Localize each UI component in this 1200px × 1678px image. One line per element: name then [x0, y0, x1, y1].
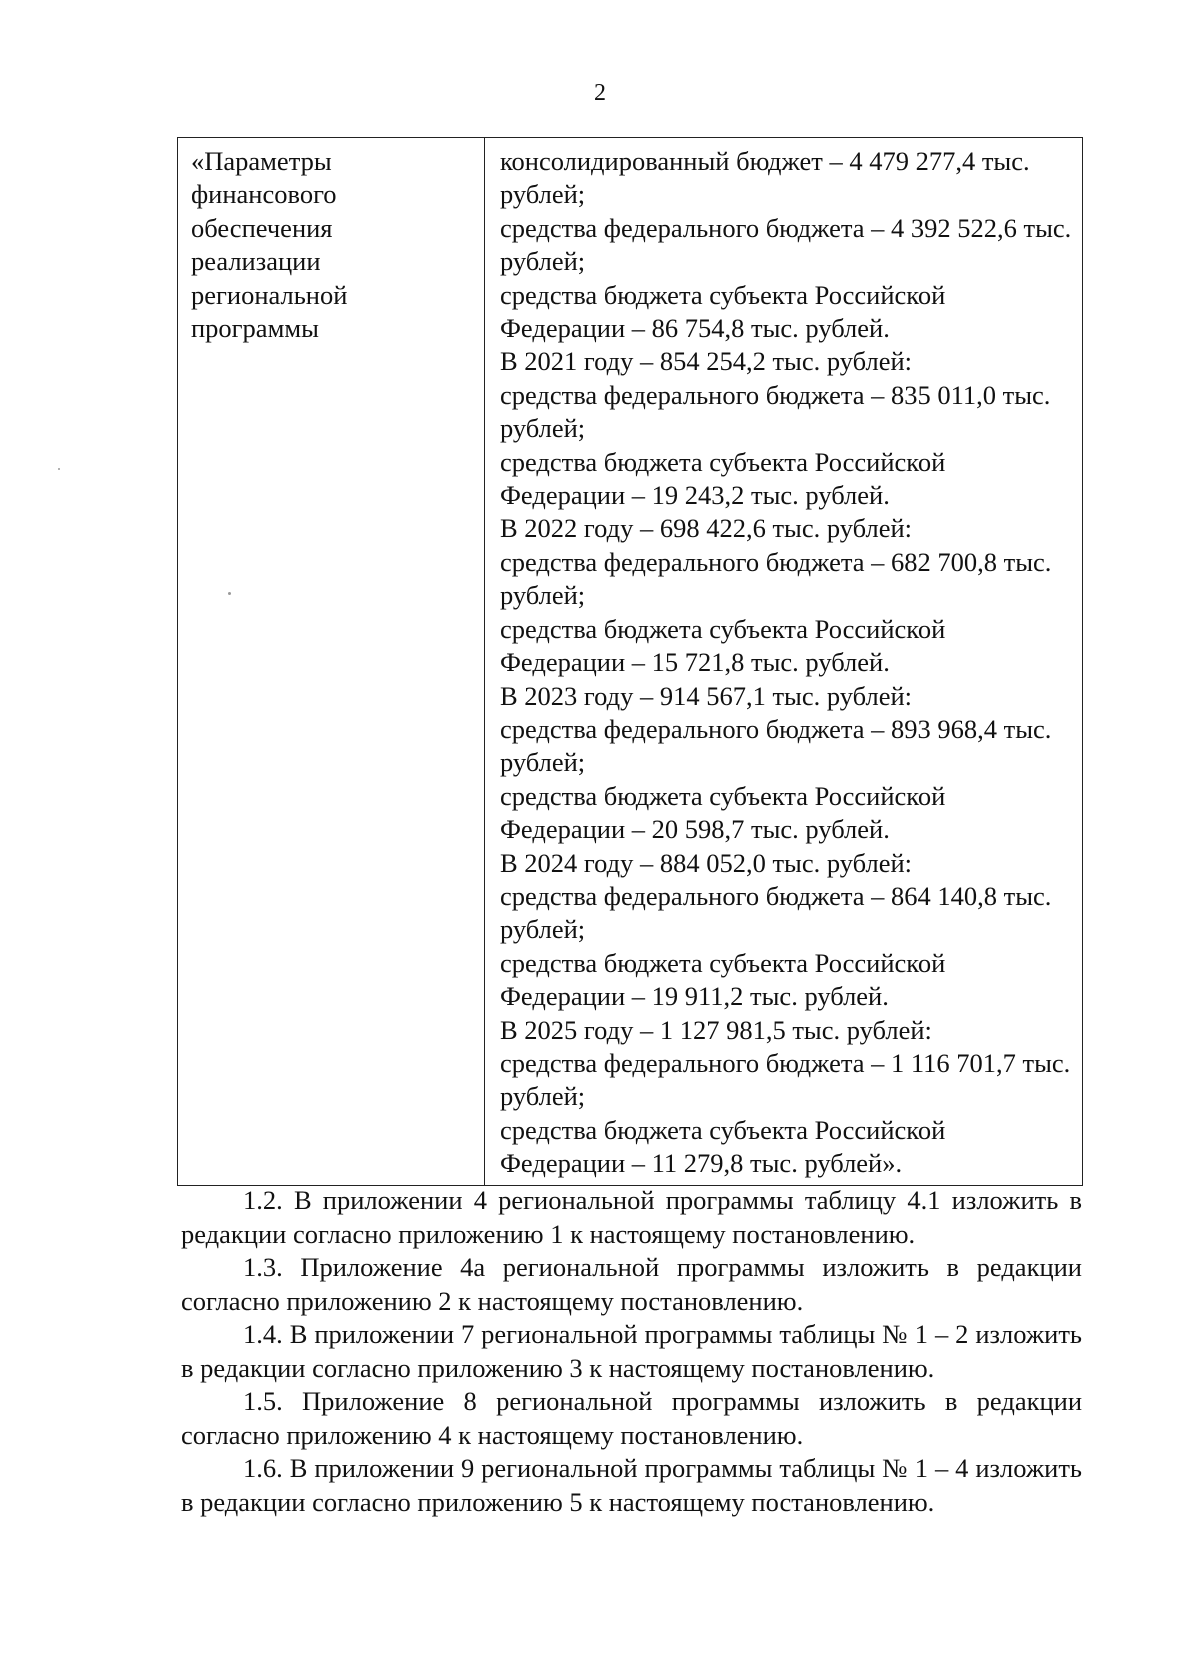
label-line: программы: [191, 313, 319, 344]
scan-speck: [58, 468, 60, 470]
value-line: средства федерального бюджета – 835 011,0 тыс.: [500, 379, 1051, 410]
scan-speck: [228, 592, 231, 595]
value-line: средства федерального бюджета – 682 700,8 тыс.: [500, 546, 1052, 577]
paragraph-1-2: 1.2. В приложении 4 региональной программы таблицу 4.1 изложить в редакции согласно приложению 1 к настоящему постановлению.: [181, 1185, 1082, 1249]
parameter-label-cell: [178, 138, 485, 1186]
paragraph-1-5: 1.5. Приложение 8 региональной программы изложить в редакции согласно приложению 4 к настоящему постановлению.: [181, 1386, 1082, 1450]
value-line: В 2024 году – 884 052,0 тыс. рублей:: [500, 847, 913, 878]
value-line: рублей;: [500, 914, 586, 945]
value-line: Федерации – 11 279,8 тыс. рублей».: [500, 1148, 903, 1179]
label-line: региональной: [191, 279, 348, 310]
financing-parameters-table: [177, 137, 1083, 1186]
label-line: финансового: [191, 179, 337, 210]
value-line: В 2022 году – 698 422,6 тыс. рублей:: [500, 513, 913, 544]
value-line: средства бюджета субъекта Российской: [500, 446, 946, 477]
value-line: рублей;: [500, 413, 586, 444]
paragraph-1-4: 1.4. В приложении 7 региональной программы таблицы № 1 – 2 изложить в редакции согласно приложению 3 к настоящему постановлению.: [181, 1319, 1082, 1383]
value-line: рублей;: [500, 580, 586, 611]
value-line: средства бюджета субъекта Российской: [500, 613, 946, 644]
value-line: рублей;: [500, 179, 586, 210]
value-line: средства бюджета субъекта Российской: [500, 947, 946, 978]
value-line: Федерации – 19 243,2 тыс. рублей.: [500, 480, 890, 511]
value-line: рублей;: [500, 246, 586, 277]
value-line: средства федерального бюджета – 893 968,4 тыс.: [500, 713, 1052, 744]
value-line: рублей;: [500, 1081, 586, 1112]
table-row: [178, 138, 1083, 1186]
amendment-paragraphs: [181, 1184, 1082, 1519]
value-line: Федерации – 15 721,8 тыс. рублей.: [500, 647, 890, 678]
value-line: В 2021 году – 854 254,2 тыс. рублей:: [500, 346, 913, 377]
value-line: Федерации – 86 754,8 тыс. рублей.: [500, 313, 890, 344]
value-line: средства бюджета субъекта Российской: [500, 279, 946, 310]
value-line: средства федерального бюджета – 4 392 522,6 тыс.: [500, 212, 1072, 243]
value-line: рублей;: [500, 747, 586, 778]
label-line: «Параметры: [191, 146, 332, 176]
value-line: Федерации – 20 598,7 тыс. рублей.: [500, 814, 890, 845]
value-line: средства федерального бюджета – 864 140,8 тыс.: [500, 880, 1052, 911]
value-line: Федерации – 19 911,2 тыс. рублей.: [500, 981, 889, 1012]
value-line: В 2023 году – 914 567,1 тыс. рублей:: [500, 680, 913, 711]
value-line: средства бюджета субъекта Российской: [500, 1114, 946, 1145]
value-line: средства бюджета субъекта Российской: [500, 780, 946, 811]
page-number: 2: [594, 80, 606, 106]
value-line: В 2025 году – 1 127 981,5 тыс. рублей:: [500, 1014, 932, 1045]
label-line: реализации: [191, 246, 321, 277]
parameter-value-cell: [485, 138, 1083, 1186]
paragraph-1-6: 1.6. В приложении 9 региональной программы таблицы № 1 – 4 изложить в редакции согласно приложению 5 к настоящему постановлению.: [181, 1453, 1082, 1517]
paragraph-1-3: 1.3. Приложение 4а региональной программы изложить в редакции согласно приложению 2 к настоящему постановлению.: [181, 1252, 1082, 1316]
value-line: средства федерального бюджета – 1 116 701,7 тыс.: [500, 1047, 1071, 1078]
label-line: обеспечения: [191, 212, 333, 243]
value-line: консолидированный бюджет – 4 479 277,4 тыс.: [500, 146, 1030, 176]
